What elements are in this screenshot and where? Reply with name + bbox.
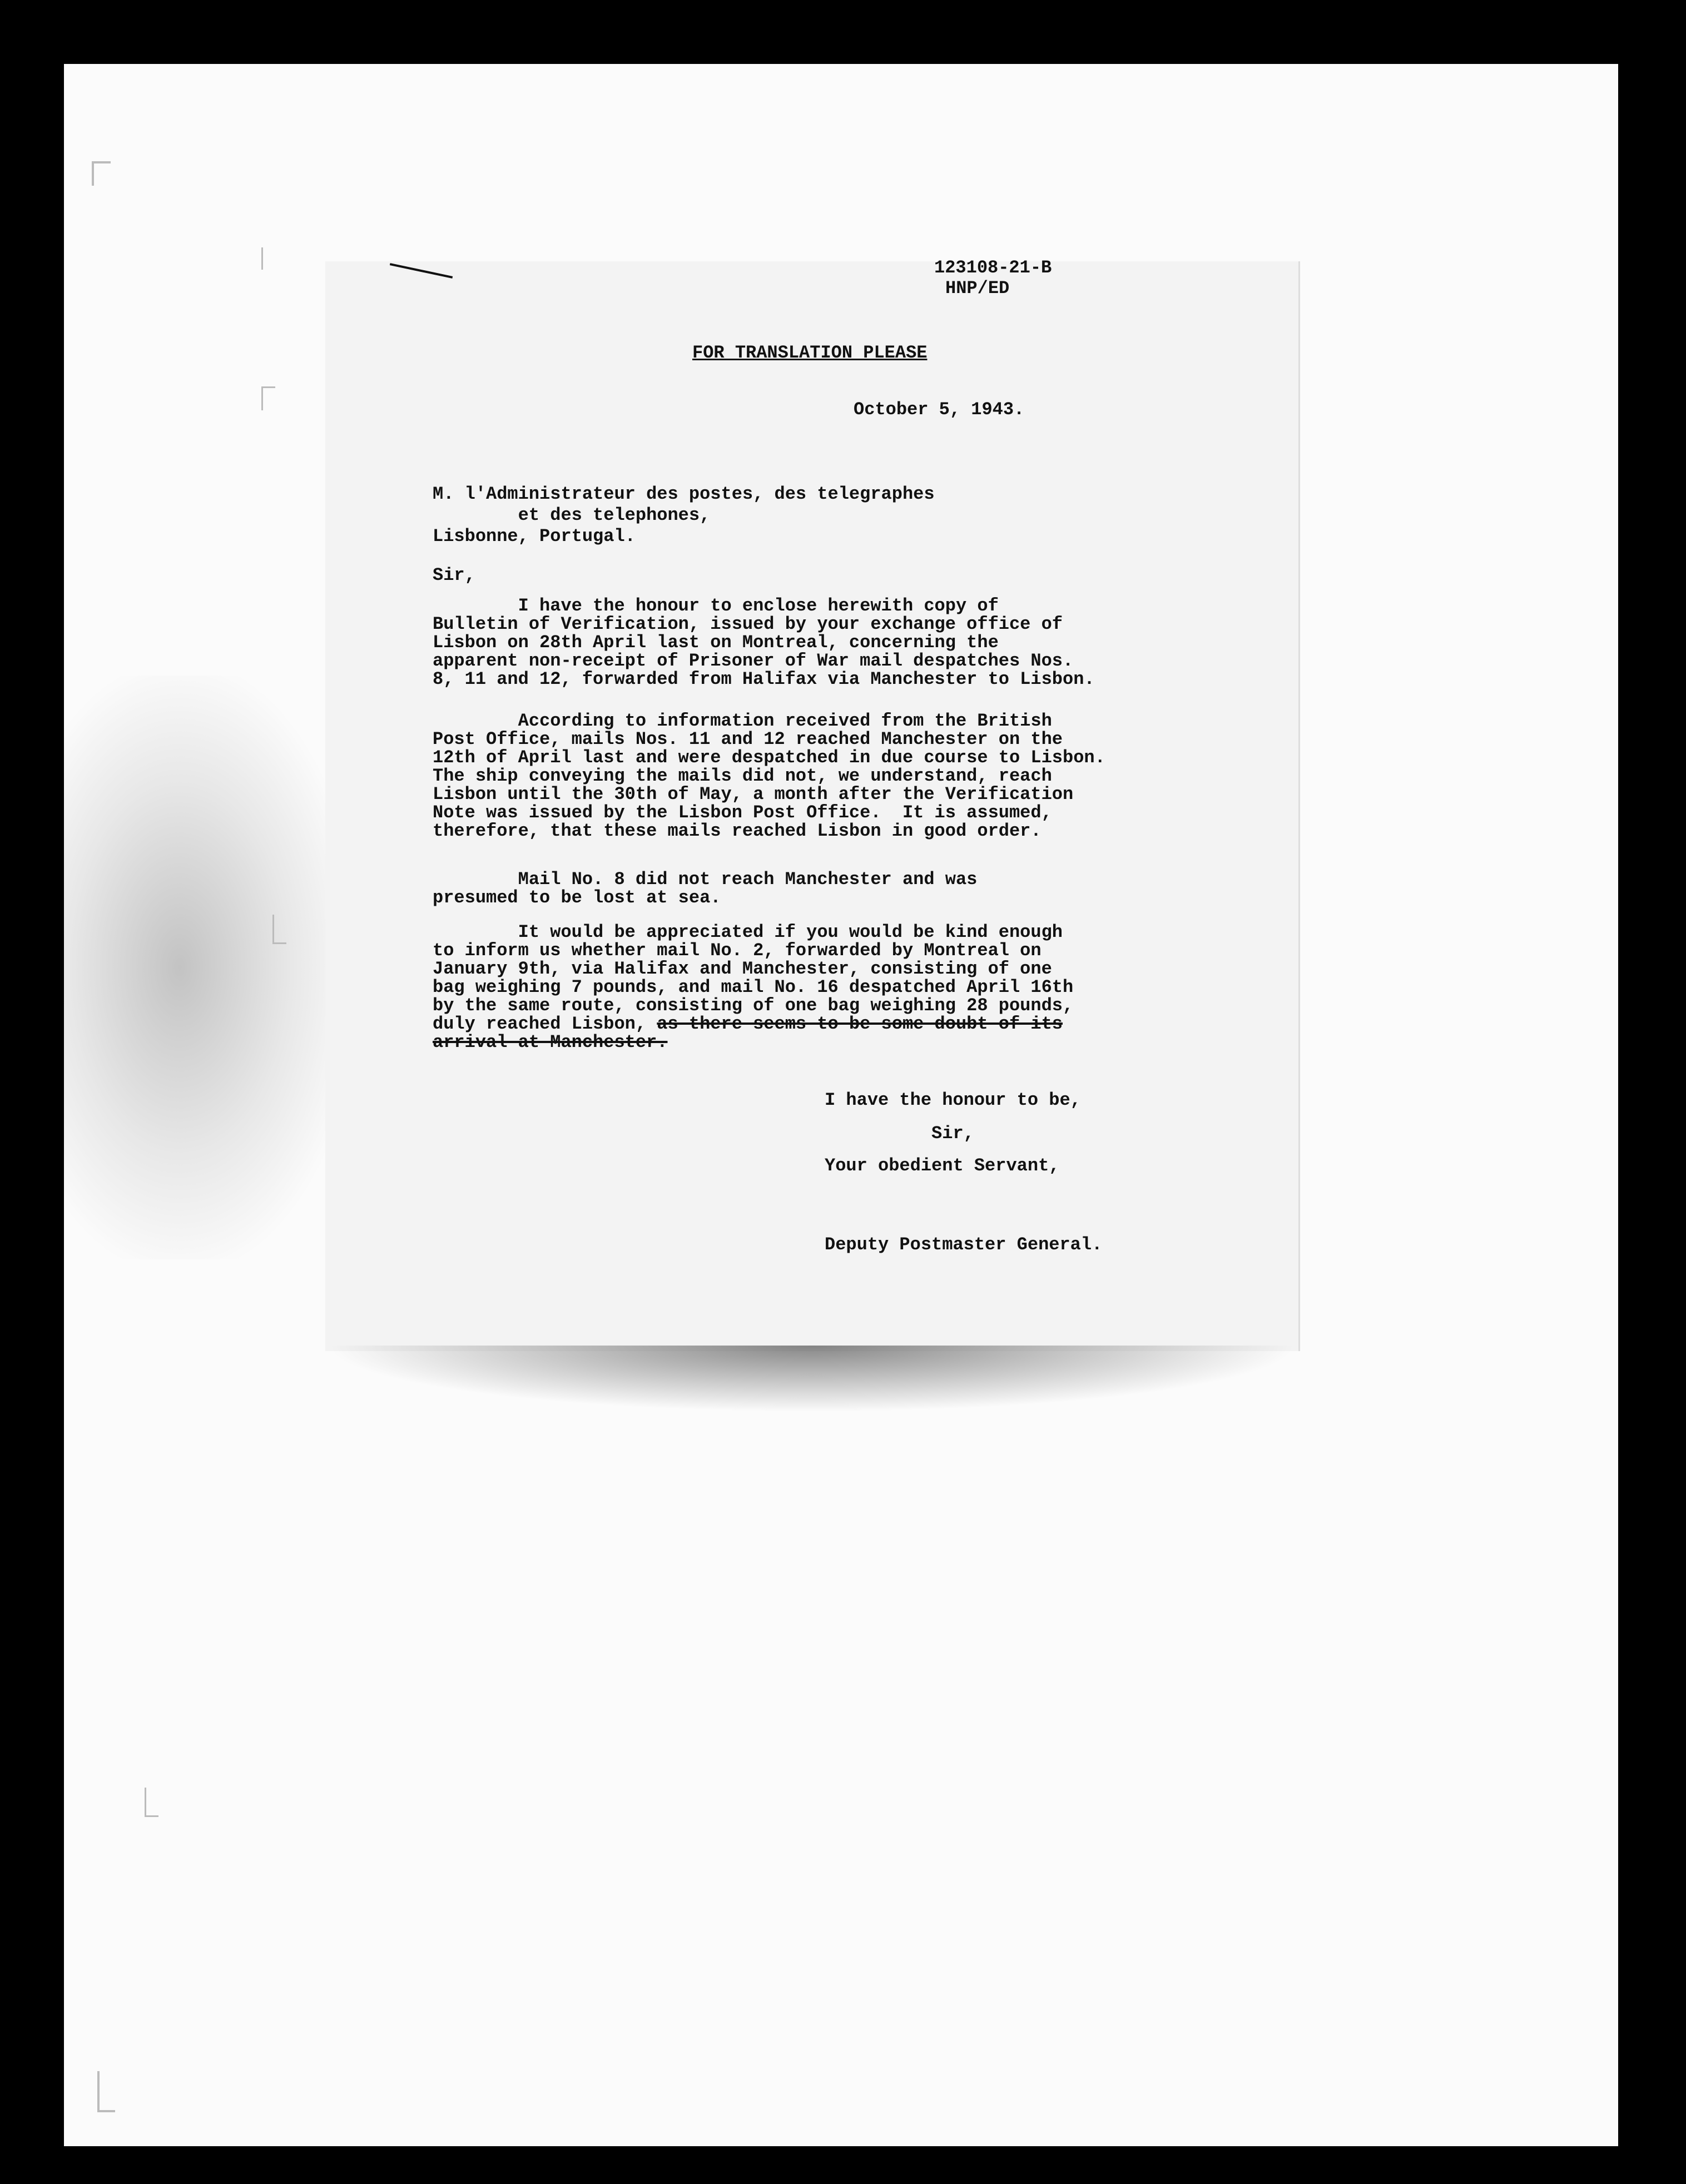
paragraph-4-text: It would be appreciated if you would be kind enough to inform us whether mail No. 2, forwarded by Montreal on January 9th, via Halifax and Manchester, consisting of one bag weighing 7 pounds, and mail No. 16 despatched April 16th by the same route, consisting of one bag weighing 28 pounds, duly reached Lisbon, (433, 922, 1074, 1034)
paragraph-4 (433, 923, 1073, 1051)
struck-text: as there seems to be some doubt of its (657, 1014, 1063, 1034)
reference-number: 123108-21-B (934, 257, 1052, 278)
film-smudge (64, 676, 353, 1259)
address-line: M. l'Administrateur des postes, des telegraphes (433, 484, 935, 504)
paragraph-3: Mail No. 8 did not reach Manchester and was presumed to be lost at sea. (433, 869, 978, 908)
signature-title: Deputy Postmaster General. (825, 1234, 1103, 1255)
closing-line-3: Your obedient Servant, (825, 1155, 1060, 1176)
closing-line-1: I have the honour to be, (825, 1090, 1081, 1110)
crop-mark-bottom-left (97, 2071, 115, 2112)
struck-text: arrival at Manchester. (433, 1032, 668, 1053)
address-line: et des telephones, (433, 505, 711, 525)
letter-heading: FOR TRANSLATION PLEASE (692, 343, 928, 363)
crop-mark-mid (261, 386, 275, 410)
reference-initials: HNP/ED (945, 278, 1010, 299)
letter-date: October 5, 1943. (854, 399, 1025, 420)
recipient-address (433, 484, 935, 547)
address-line: Lisbonne, Portugal. (433, 526, 636, 547)
crop-mark-top-left (92, 161, 111, 186)
closing-line-2: Sir, (825, 1123, 974, 1144)
crop-mark-lower (272, 915, 286, 944)
paragraph-2: According to information received from the British Post Office, mails Nos. 11 and 12 reached Manchester on the 12th of April last and were despatched in due course to Lisbon. The ship conveying the mails did not, we understand, reach Lisbon until the 30th of May, a month after the Verification Note was issued by the Lisbon Post Office. It is assumed, therefore, that these mails reached Lisbon in good order. (433, 711, 1105, 841)
page-shadow (325, 1346, 1298, 1412)
paragraph-1: I have the honour to enclose herewith copy of Bulletin of Verification, issued by your exchange office of Lisbon on 28th April last on Montreal, concerning the apparent non-receipt of Prisoner of War mail despatches Nos. 8, 11 and 12, forwarded from Halifax via Manchester to Lisbon. (433, 595, 1095, 689)
crop-mark-upper (261, 247, 275, 270)
crop-mark-bottom (145, 1788, 158, 1817)
salutation: Sir, (433, 565, 475, 585)
